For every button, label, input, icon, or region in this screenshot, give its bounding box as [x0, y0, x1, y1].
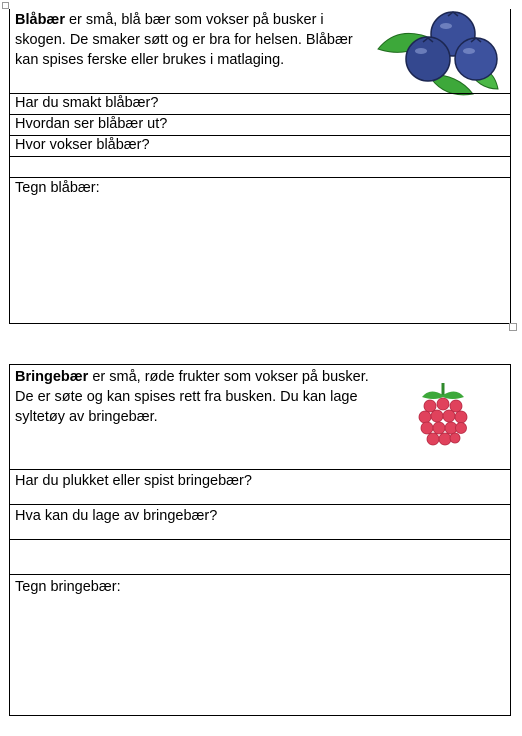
blueberry-intro	[15, 10, 370, 70]
raspberry-title: Bringebær	[15, 369, 89, 385]
blueberry-title: Blåbær	[15, 12, 65, 28]
table-resize-handle[interactable]	[509, 323, 517, 331]
raspberry-illustration	[416, 379, 470, 451]
blueberry-question-3: Hvor vokser blåbær?	[10, 135, 510, 156]
blueberry-question-1: Har du smakt blåbær?	[10, 93, 510, 113]
blueberry-intro-text: er små, blå bær som vokser på busker i skogen. De smaker søtt og er bra for helsen. Blåbær kan spises ferske eller brukes i matlaging.	[15, 12, 353, 68]
blueberry-empty-row	[10, 156, 510, 177]
raspberry-question-2: Hva kan du lage av bringebær?	[10, 504, 510, 539]
blueberry-draw-area[interactable]: Tegn blåbær:	[10, 177, 510, 323]
blueberries-illustration	[368, 4, 508, 104]
raspberry-question-1: Har du plukket eller spist bringebær?	[10, 469, 510, 504]
blueberry-card	[9, 9, 511, 324]
raspberry-intro-text: er små, røde frukter som vokser på busker. De er søte og kan spises rett fra busken. Du kan lage syltetøy av bringebær.	[15, 369, 369, 425]
raspberry-intro	[15, 367, 370, 427]
blueberry-question-2: Hvordan ser blåbær ut?	[10, 114, 510, 134]
raspberry-card	[9, 364, 511, 716]
raspberry-draw-area[interactable]: Tegn bringebær:	[10, 574, 510, 715]
table-move-handle[interactable]	[2, 2, 9, 9]
raspberry-empty-row	[10, 539, 510, 574]
